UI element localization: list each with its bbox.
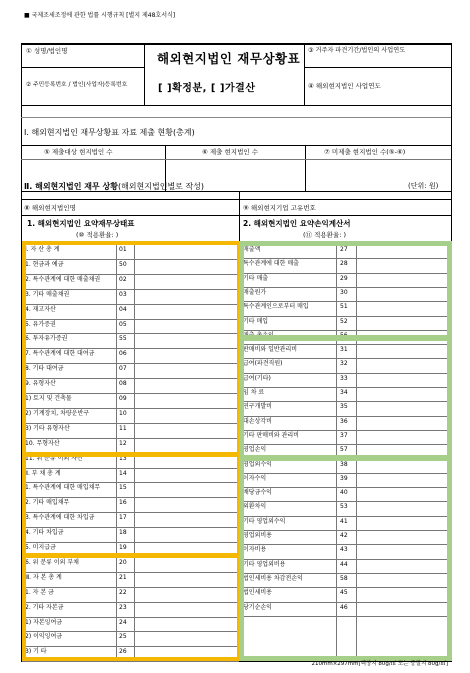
row-code: 38 (340, 460, 348, 468)
row-label: 임 차 료 (243, 389, 265, 396)
row-code: 44 (340, 560, 348, 568)
balance-sheet-title: 1. 해외현지법인 요약재무상태표 (27, 219, 135, 228)
row-code: 06 (119, 350, 127, 358)
row-code: 16 (119, 499, 127, 507)
revenue-highlight (239, 241, 452, 340)
overseas-corp-id-label: ⑨ 해외현지기업 고유번호 (243, 204, 316, 212)
row-label: 2. 기타 매입채무 (25, 499, 70, 507)
row-label: 영업손익 (243, 446, 267, 454)
submitted-count-label: ⑥ 제출 현지법인 수 (202, 148, 258, 156)
row-label: 1. 자 본 금 (25, 588, 54, 596)
row-label: 외환차익 (243, 503, 267, 511)
row-code: 01 (119, 246, 127, 253)
name-label: ① 성명/법인명 (26, 47, 68, 55)
row-code: 42 (340, 532, 348, 539)
row-label: 급여(파견직원) (243, 360, 283, 368)
row-code: 45 (340, 589, 348, 597)
row-label: 4. 재고자산 (25, 305, 56, 313)
row-label: 3. 특수관계에 대한 차입금 (25, 514, 95, 522)
row-label: 법인세비용 (243, 589, 272, 597)
row-label: 5. 미지급금 (25, 544, 56, 551)
row-label: 대손상각비 (243, 417, 272, 425)
row-code: 05 (119, 320, 127, 328)
row-label: 1. 현금과 예금 (25, 260, 64, 268)
row-label: 2. 기타 자본금 (25, 603, 64, 611)
unit-label: (단위: 원) (408, 182, 439, 190)
row-label: 1. 특수관계에 대한 매입채무 (25, 484, 101, 492)
row-code: 40 (340, 489, 348, 497)
row-label: 특수관계에 대한 매출 (243, 260, 299, 268)
row-label: Ⅰ. 자 산 총 계 (25, 246, 60, 253)
row-code: 22 (119, 588, 127, 596)
row-code: 27 (340, 246, 348, 253)
row-label: 이자수익 (243, 474, 267, 482)
row-label: 기타 영업외비용 (243, 560, 286, 568)
section2-heading: Ⅱ. 해외현지법인 재무 상황(해외현지법인별로 작성) (24, 182, 205, 191)
row-code: 41 (340, 517, 348, 525)
row-label: 배당금수익 (243, 489, 272, 497)
residence-label: ③ 거주자 파견기간/법인의 사업연도 (308, 47, 406, 54)
row-label: 5. 유가증권 (25, 320, 56, 328)
liabilities-highlight (22, 453, 241, 557)
row-label: 7. 특수관계에 대한 대여금 (25, 350, 95, 358)
row-label: 10. 무형자산 (25, 439, 60, 447)
form-note: ■ 국제조세조정에 관한 법률 시행규칙 [별지 제48호서식] (24, 12, 176, 19)
row-code: 21 (119, 573, 127, 581)
row-code: 12 (119, 439, 127, 447)
row-label: 당기순손익 (243, 603, 272, 611)
row-code: 02 (119, 275, 127, 283)
row-label: Ⅱ. 부 채 총 계 (25, 469, 61, 477)
not-submitted-count-label: ⑦ 미제출 현지법인 수(⑤-⑥) (324, 148, 406, 156)
row-label: 영업외수익 (243, 460, 272, 468)
row-code: 28 (340, 260, 348, 268)
row-label: 급여(기타) (243, 374, 271, 382)
submit-target-count-label: ⑤ 제출대상 현지법인 수 (44, 148, 113, 156)
row-label: 11. 위 분류 이외 자산 (25, 454, 83, 462)
row-code: 08 (119, 380, 127, 388)
income-statement-fx-rate: (⑪ 적용환율: ) (303, 231, 347, 239)
row-label: Ⅲ. 자 본 총 계 (25, 573, 62, 581)
row-code: 11 (119, 424, 127, 432)
assets-highlight (22, 241, 241, 456)
row-label: 9. 유형자산 (25, 380, 56, 388)
row-label: 특수관계인으로부터 매입 (243, 303, 309, 311)
row-label: 법인세비용 차감전손익 (243, 574, 303, 582)
row-code: 13 (119, 454, 127, 462)
paper-spec-footer: 210mm×297mm[백상지 80g/㎡ 또는 중질지 80g/㎡] (311, 661, 448, 667)
row-code: 35 (340, 403, 348, 411)
row-code: 36 (340, 417, 348, 425)
row-code: 29 (340, 274, 348, 282)
row-code: 10 (119, 409, 127, 417)
row-code: 20 (119, 558, 127, 566)
row-label: 기타 영업외수익 (243, 517, 286, 525)
row-label: 6. 위 분류 이외 부채 (25, 558, 79, 566)
row-code: 43 (340, 546, 348, 554)
row-label: 기타 매입 (243, 317, 269, 325)
row-label: 연구개발비 (243, 403, 272, 411)
row-label: 기타 매출 (243, 274, 269, 282)
row-code: 18 (119, 529, 127, 537)
row-code: 58 (340, 574, 348, 582)
row-label: 6. 투자유가증권 (25, 335, 68, 343)
row-code: 37 (340, 431, 348, 439)
row-code: 55 (119, 335, 127, 343)
row-label: 3. 기타 매출채권 (25, 290, 70, 298)
row-label: 매출 총손익 (243, 331, 274, 339)
row-code: 09 (119, 395, 127, 402)
non-operating-highlight (239, 456, 452, 661)
row-label: 2) 기계장치, 차량운반구 (25, 409, 90, 417)
row-code: 15 (119, 484, 127, 492)
row-code: 24 (119, 618, 127, 626)
row-code: 46 (340, 603, 348, 611)
fiscal-year-label: ④ 해외현지법인 사업연도 (308, 82, 381, 90)
row-code: 23 (119, 603, 127, 611)
row-label: 2) 이익잉여금 (25, 633, 63, 641)
row-code: 34 (340, 389, 348, 396)
row-code: 30 (340, 288, 348, 296)
row-label: 4. 기타 차입금 (25, 529, 64, 537)
row-label: 2. 특수관계에 대한 매출채권 (25, 275, 101, 283)
row-label: 매출원가 (243, 288, 267, 296)
row-code: 50 (119, 260, 127, 268)
row-code: 39 (340, 474, 348, 482)
overseas-corp-name-label: ⑧ 해외현지법인명 (24, 204, 76, 212)
balance-sheet-fx-rate: (⑩ 적용환율: ) (76, 231, 119, 239)
form-title: 해외현지법인 재무상황표 (157, 51, 301, 66)
row-code: 14 (119, 469, 127, 477)
row-code: 52 (340, 317, 348, 325)
row-label: 1) 자본잉여금 (25, 618, 63, 626)
row-code: 04 (119, 305, 127, 313)
row-code: 19 (119, 544, 127, 551)
settlement-checkboxes[interactable]: [ ]확정분, [ ]가결산 (158, 83, 256, 94)
row-code: 03 (119, 290, 127, 298)
row-label: 영업외비용 (243, 532, 272, 539)
row-code: 17 (119, 514, 127, 522)
row-code: 07 (119, 365, 127, 373)
income-statement-title: 2. 해외현지법인 요약손익계산서 (243, 219, 351, 228)
row-label: 이자비용 (243, 546, 267, 554)
row-code: 56 (340, 331, 348, 339)
row-code: 57 (340, 446, 348, 454)
equity-highlight (22, 554, 241, 661)
row-code: 26 (119, 648, 127, 656)
row-code: 33 (340, 374, 348, 382)
section1-heading: Ⅰ. 해외현지법인 재무상황표 자료 제출 현황(총계) (24, 128, 195, 137)
row-label: 3) 기 타 (25, 648, 47, 656)
row-code: 32 (340, 360, 348, 368)
operating-highlight (239, 336, 452, 460)
row-code: 53 (340, 503, 348, 511)
row-code: 31 (340, 346, 348, 354)
top-border (21, 43, 451, 45)
row-code: 51 (340, 303, 348, 311)
row-label: 매출액 (243, 246, 261, 253)
row-code: 25 (119, 633, 127, 641)
id-label: ② 주민등록번호 / 법인(사업자)등록번호 (26, 82, 128, 88)
row-label: 1) 토지 및 건축물 (25, 395, 72, 402)
row-label: 기타 판매비와 관리비 (243, 431, 299, 439)
row-label: 3) 기타 유형자산 (25, 424, 70, 432)
row-label: 판매비와 일반관리비 (243, 346, 298, 354)
row-label: 8. 기타 대여금 (25, 365, 64, 373)
